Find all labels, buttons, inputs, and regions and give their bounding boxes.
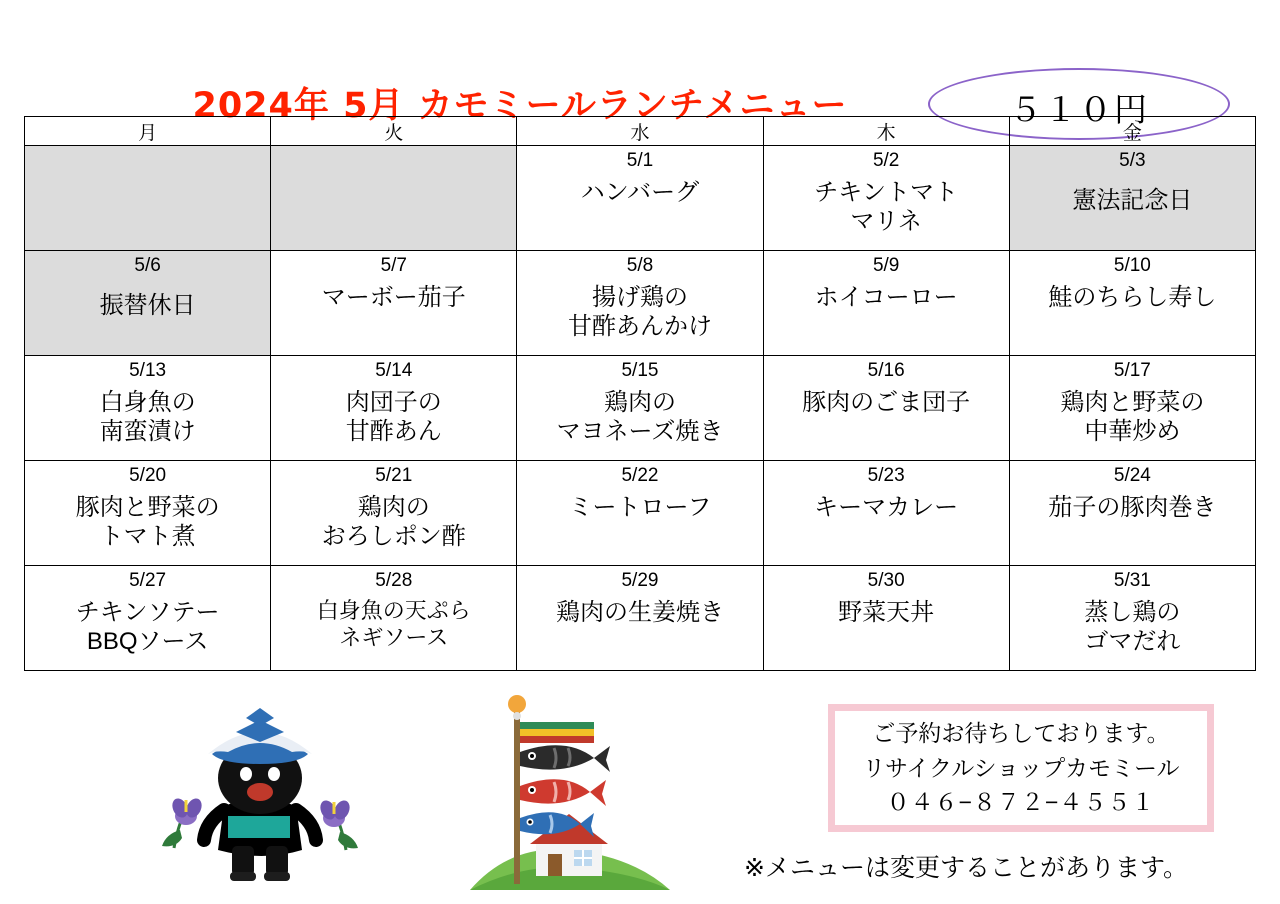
cell-date: 5/28 <box>375 570 413 591</box>
calendar-cell <box>763 461 1009 566</box>
cell-menu: 鮭のちらし寿し <box>1048 283 1217 311</box>
calendar-cell <box>1009 146 1255 251</box>
cell-menu: ハンバーグ <box>580 178 700 206</box>
table-row <box>25 356 1256 461</box>
calendar-cell <box>271 461 517 566</box>
page-header <box>0 36 1280 128</box>
cell-date: 5/6 <box>134 255 161 276</box>
calendar-cell <box>763 566 1009 671</box>
calendar-cell <box>1009 461 1255 566</box>
reservation-phone-number: ０４６−８７２−４５５１ <box>886 789 1156 816</box>
kabuto-boy-illustration <box>150 698 370 888</box>
cell-menu <box>271 151 516 157</box>
cell-date: 5/7 <box>380 255 407 276</box>
calendar-cell <box>271 251 517 356</box>
cell-menu: 白身魚の 南蛮漬け <box>99 388 196 446</box>
cell-date: 5/2 <box>872 150 900 171</box>
cell-menu: ホイコーロー <box>814 283 958 311</box>
cell-date: 5/27 <box>129 570 167 591</box>
price-label: ５１０円 <box>1009 91 1149 128</box>
lunch-menu-calendar <box>24 116 1256 671</box>
page-title: 2024年 5月 カモミールランチメニュー <box>192 86 848 126</box>
cell-menu: 豚肉のごま団子 <box>802 388 971 416</box>
weekday-header-mon: 月 <box>25 117 271 146</box>
calendar-cell <box>25 461 271 566</box>
calendar-cell <box>1009 566 1255 671</box>
cell-date: 5/21 <box>375 465 413 486</box>
table-row <box>25 566 1256 671</box>
cell-date: 5/15 <box>621 360 659 381</box>
cell-menu: 蒸し鶏の ゴマだれ <box>1084 598 1181 656</box>
cell-date: 5/22 <box>621 465 659 486</box>
calendar-cell <box>25 356 271 461</box>
calendar-cell <box>271 566 517 671</box>
table-row <box>25 146 1256 251</box>
calendar-cell <box>25 251 271 356</box>
cell-date: 5/16 <box>867 360 905 381</box>
calendar-cell <box>1009 251 1255 356</box>
cell-date: 5/3 <box>1119 150 1146 171</box>
calendar-cell <box>25 566 271 671</box>
calendar-cell <box>25 146 271 251</box>
cell-date: 5/14 <box>375 360 413 381</box>
page-footer <box>0 690 1280 904</box>
cell-date: 5/17 <box>1113 360 1151 381</box>
calendar-cell <box>763 146 1009 251</box>
cell-menu <box>25 151 270 157</box>
weekday-header-wed: 水 <box>517 117 763 146</box>
cell-menu: 野菜天丼 <box>838 598 935 626</box>
calendar-cell <box>517 356 763 461</box>
cell-menu: 鶏肉と野菜の 中華炒め <box>1060 388 1205 446</box>
cell-holiday-name: 振替休日 <box>99 291 196 319</box>
weekday-header-thu: 木 <box>763 117 1009 146</box>
cell-date: 5/10 <box>1113 255 1151 276</box>
cell-date: 5/20 <box>129 465 167 486</box>
table-row <box>25 251 1256 356</box>
cell-date: 5/29 <box>621 570 659 591</box>
weekday-header-tue: 火 <box>271 117 517 146</box>
weekday-header-row <box>25 117 1256 146</box>
cell-menu: 白身魚の天ぷら ネギソース <box>316 597 471 650</box>
cell-menu: 鶏肉の おろしポン酢 <box>321 493 466 551</box>
reservation-line-2: リサイクルショップカモミール <box>862 754 1180 781</box>
calendar-cell <box>271 146 517 251</box>
calendar-cell <box>1009 356 1255 461</box>
cell-holiday-name: 憲法記念日 <box>1072 186 1193 214</box>
cell-menu: チキントマト マリネ <box>814 178 959 236</box>
table-row <box>25 461 1256 566</box>
cell-date: 5/9 <box>872 255 900 276</box>
cell-date: 5/24 <box>1113 465 1151 486</box>
cell-date: 5/30 <box>867 570 905 591</box>
cell-menu: 揚げ鶏の 甘酢あんかけ <box>567 283 712 341</box>
weekday-header-fri: 金 <box>1009 117 1255 146</box>
cell-menu: 鶏肉の生姜焼き <box>555 598 724 626</box>
calendar-cell <box>763 251 1009 356</box>
cell-menu: マーボー茄子 <box>321 283 466 311</box>
cell-date: 5/13 <box>129 360 167 381</box>
cell-menu: チキンソテー BBQソース <box>75 598 220 656</box>
reservation-line-1: ご予約お待ちしております。 <box>872 720 1170 747</box>
cell-menu: 肉団子の 甘酢あん <box>345 388 442 446</box>
reservation-box <box>828 704 1214 832</box>
cell-menu: ミートローフ <box>568 493 712 521</box>
calendar-cell <box>517 461 763 566</box>
cell-menu: キーマカレー <box>814 493 959 521</box>
cell-date: 5/23 <box>867 465 905 486</box>
calendar-cell <box>517 566 763 671</box>
cell-menu: 茄子の豚肉巻き <box>1048 493 1217 521</box>
cell-menu: 鶏肉の マヨネーズ焼き <box>556 388 724 446</box>
cell-menu: 豚肉と野菜の トマト煮 <box>75 493 220 551</box>
calendar-cell <box>763 356 1009 461</box>
menu-change-note: ※メニューは変更することがあります。 <box>744 854 1188 882</box>
calendar-cell <box>517 146 763 251</box>
koinobori-illustration <box>470 690 670 890</box>
cell-date: 5/31 <box>1113 570 1151 591</box>
calendar-cell <box>271 356 517 461</box>
cell-date: 5/8 <box>626 255 654 276</box>
cell-date: 5/1 <box>626 150 654 171</box>
calendar-cell <box>517 251 763 356</box>
